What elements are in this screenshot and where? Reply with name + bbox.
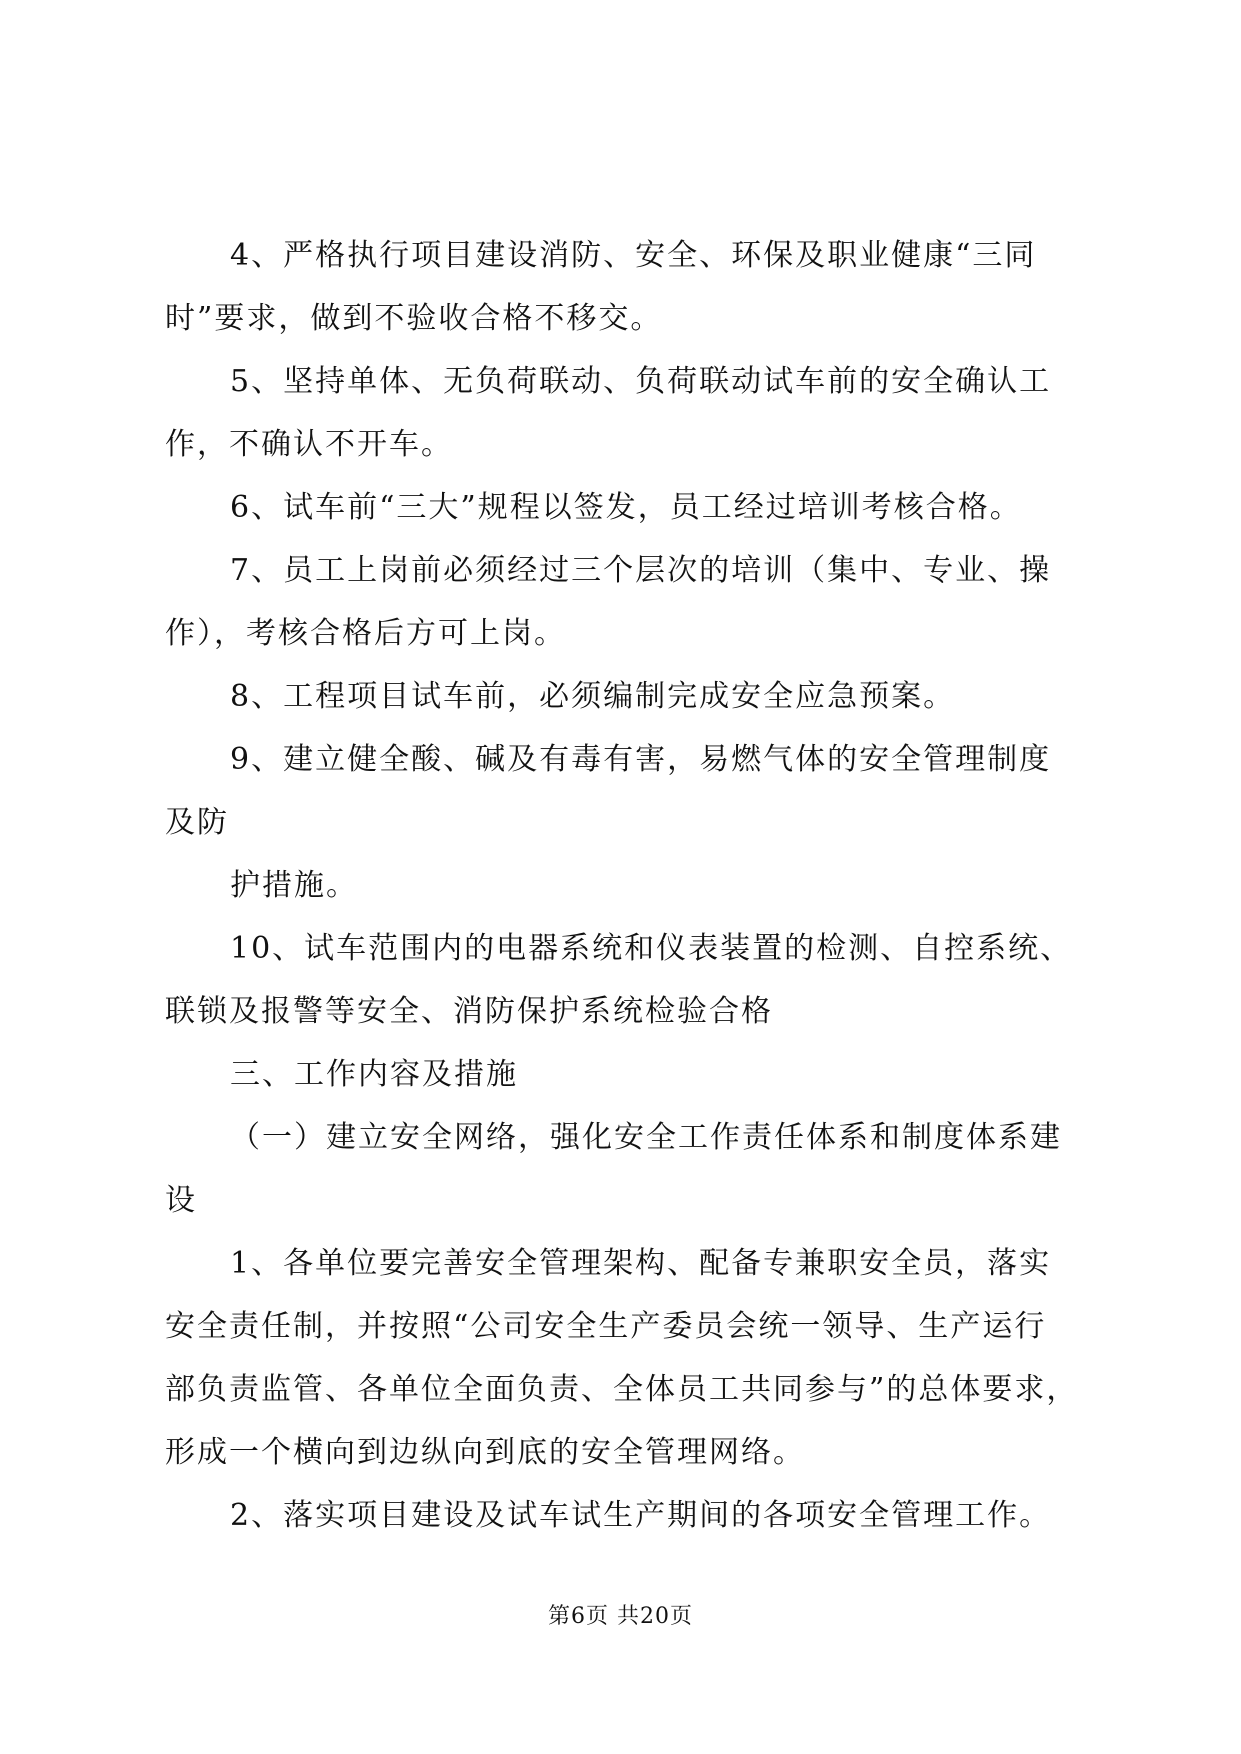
text-line: 作，不确认不开车。 [165,427,453,462]
text-line: 8、工程项目试车前，必须编制完成安全应急预案。 [230,679,956,714]
text-line: 联锁及报警等安全、消防保护系统检验合格 [165,994,773,1029]
text-line: 4、严格执行项目建设消防、安全、环保及职业健康“三同 [230,238,1037,273]
text-line: 形成一个横向到边纵向到底的安全管理网络。 [165,1435,805,1470]
text-line: 2、落实项目建设及试车试生产期间的各项安全管理工作。 [230,1498,1052,1533]
text-line: 部负责监管、各单位全面负责、全体员工共同参与”的总体要求， [165,1372,1079,1407]
text-line: 5、坚持单体、无负荷联动、负荷联动试车前的安全确认工 [230,364,1052,399]
text-line: 10、试车范围内的电器系统和仪表装置的检测、自控系统、 [230,931,1073,966]
text-line: 时”要求，做到不验收合格不移交。 [165,301,663,336]
subsection-heading: （一）建立安全网络，强化安全工作责任体系和制度体系建 [230,1120,1062,1155]
text-line: 护措施。 [230,868,358,903]
section-heading: 三、工作内容及措施 [230,1057,518,1092]
text-line: 及防 [165,805,229,840]
text-line: 设 [165,1183,197,1218]
page-number: 第6页 共20页 [548,1604,693,1629]
text-line: 6、试车前“三大”规程以签发，员工经过培训考核合格。 [230,490,1022,525]
text-line: 作），考核合格后方可上岗。 [165,616,566,651]
text-line: 安全责任制，并按照“公司安全生产委员会统一领导、生产运行 [165,1309,1047,1344]
text-line: 1、各单位要完善安全管理架构、配备专兼职安全员，落实 [230,1246,1052,1281]
text-line: 7、员工上岗前必须经过三个层次的培训（集中、专业、操 [230,553,1052,588]
text-line: 9、建立健全酸、碱及有毒有害，易燃气体的安全管理制度 [230,742,1052,777]
